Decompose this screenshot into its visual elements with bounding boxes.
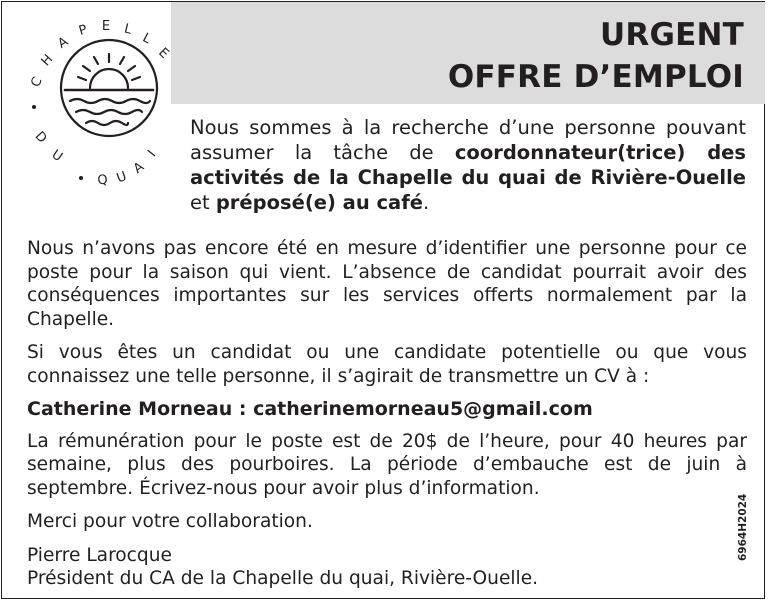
logo-letter-u: U <box>48 147 66 165</box>
logo-letter-a: A <box>55 34 71 52</box>
logo-letter-e2: E <box>155 45 172 62</box>
intro-job-title-2: préposé(e) au café <box>215 191 423 214</box>
headline-urgent: URGENT <box>600 17 744 53</box>
logo-letter-c: C <box>28 74 46 90</box>
chapelle-du-quai-logo <box>10 6 180 196</box>
paragraph-thanks: Merci pour votre collaboration. <box>27 511 313 532</box>
headline-offre: OFFRE D’EMPLOI <box>447 59 744 95</box>
intro-text-2: et <box>190 191 216 214</box>
logo-dot-left <box>32 105 36 109</box>
contact-line: Catherine Morneau : catherinemorneau5@gmail.com <box>27 398 593 420</box>
logo-letter-d: D <box>31 128 50 147</box>
signature-title: Président du CA de la Chapelle du quai, Rivière-Ouelle. <box>27 568 539 589</box>
intro-text-1: Nous sommes à la recherche d’une personne pouvant assumer la tâche de <box>190 116 746 164</box>
intro-text-3: . <box>422 191 430 214</box>
intro-paragraph <box>190 115 746 215</box>
signature-name: Pierre Larocque <box>27 544 172 566</box>
intro-job-title: coordonnateur(trice) des activités de la Chapelle du quai de Rivière-Ouelle <box>190 141 746 189</box>
paragraph-context: Nous n’avons pas encore été en mesure d’identifier une personne pour ce poste pour la saison qui vient. L’absence de candidat pourrait avoir des conséquences importantes sur les services offerts normalement par la Chapelle. <box>27 238 747 330</box>
logo-letter-p: P <box>77 22 89 39</box>
logo-letter-l2: L <box>139 30 154 48</box>
logo-letter-i: I <box>145 147 160 160</box>
logo-letter-q: Q <box>96 172 109 189</box>
ad-reference-code: 6964H2024 <box>737 493 749 561</box>
headline <box>448 14 744 98</box>
logo-letter-h: H <box>38 52 57 70</box>
logo-letter-u2: U <box>114 169 129 187</box>
logo-dot-bottom <box>79 176 83 180</box>
body-text <box>27 237 747 591</box>
logo-letter-a2: A <box>130 159 147 177</box>
paragraph-request: Si vous êtes un candidat ou une candidate potentielle ou que vous connaissez une telle personne, il s’agirait de transmettre un CV à : <box>27 342 747 387</box>
paragraph-salary: La rémunération pour le poste est de 20$ de l’heure, pour 40 heures par semaine, plus des pourboires. La période d’embauche est de juin à septembre. Écrivez-nous pour avoir plus d’information. <box>27 430 747 499</box>
sun-over-water-icon <box>61 40 157 136</box>
logo-letter-l1: L <box>122 21 134 38</box>
logo-letter-e1: E <box>101 19 111 34</box>
